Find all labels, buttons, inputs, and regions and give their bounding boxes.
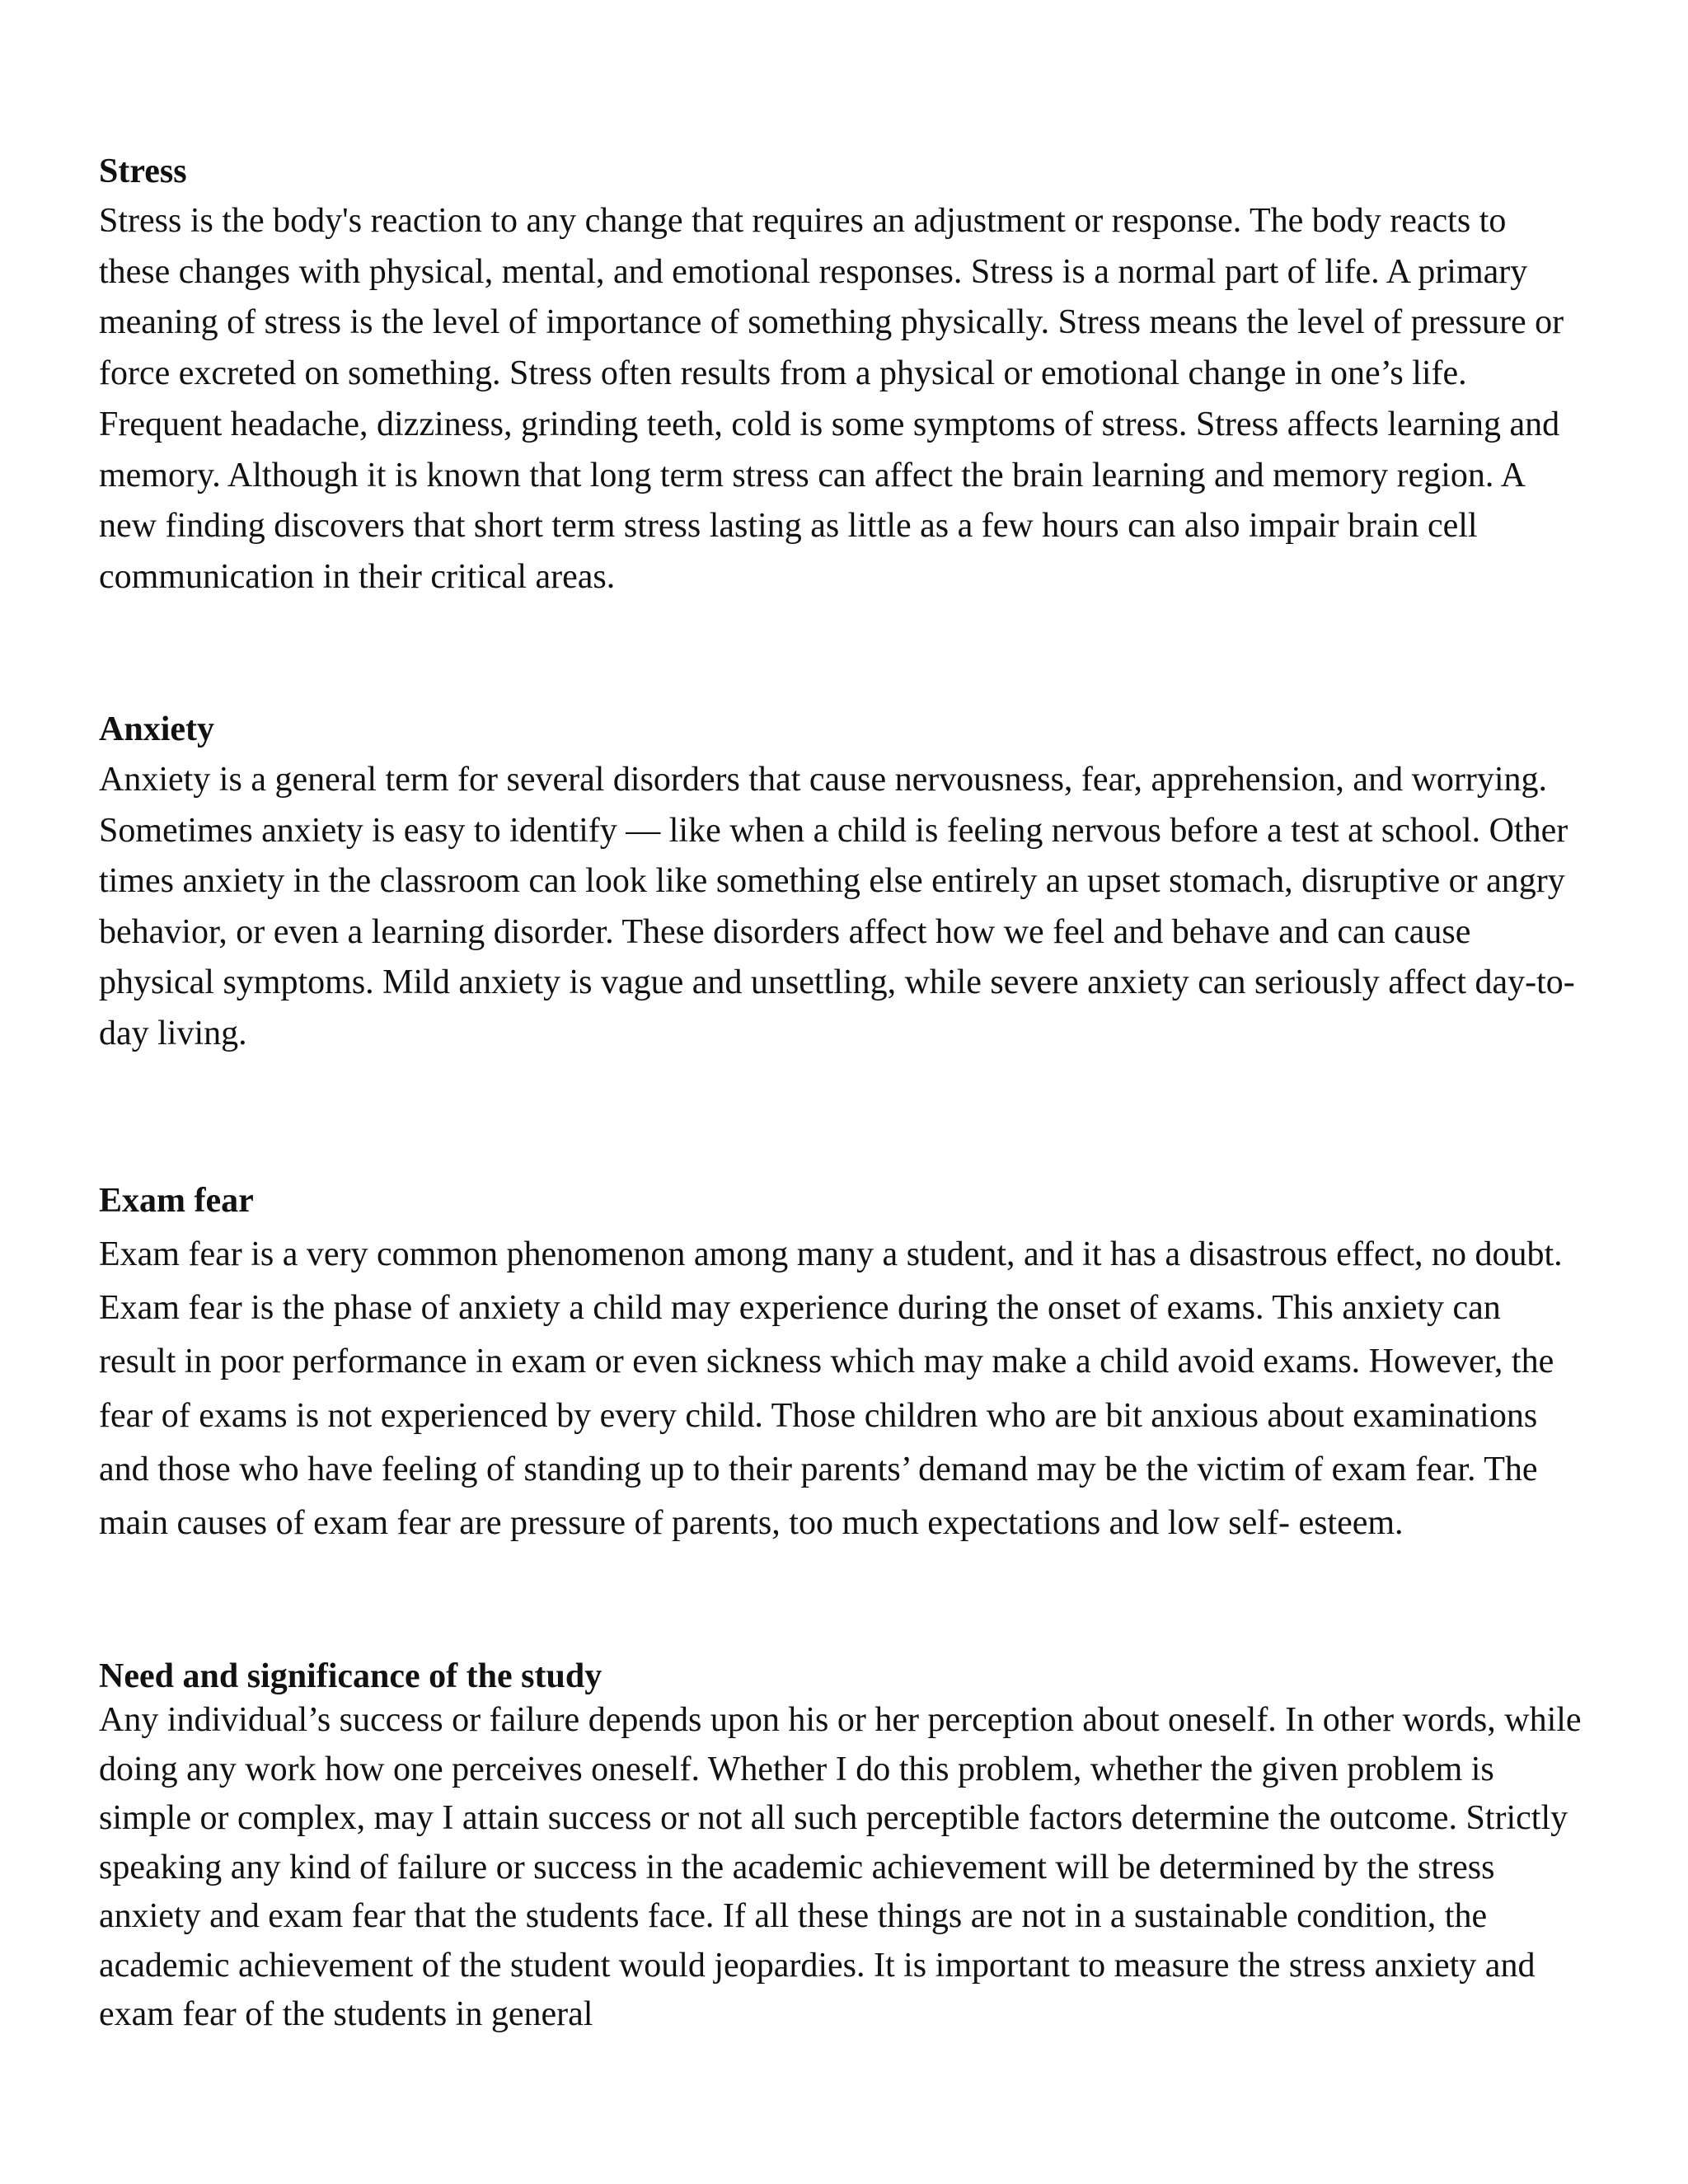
- section-body-stress: Stress is the body's reaction to any change that requires an adjustment or response. The body reacts to these changes with physical, mental, and emotional responses. Stress is a normal part of life. A primary meaning of stress is the level of importance of something physically. Stress means the level of pressure or force excreted on something. Stress often results from a physical or emotional change in one’s life. Frequent headache, dizziness, grinding teeth, cold is some symptoms of stress. Stress affects learning and memory. Although it is known that long term stress can affect the brain learning and memory region. A new finding discovers that short term stress lasting as little as a few hours can also impair brain cell communication in their critical areas.: [99, 202, 1564, 596]
- section-need-and-significance: [99, 1657, 1582, 2040]
- section-stress: [99, 147, 1582, 603]
- section-heading-need-and-significance: Need and significance of the study: [99, 1657, 603, 1695]
- section-body-anxiety: Anxiety is a general term for several disorders that cause nervousness, fear, apprehension, and worrying. Sometimes anxiety is easy to identify — like when a child is feeling nervous before a test at school. Other times anxiety in the classroom can look like something else entirely an upset stomach, disruptive or angry behavior, or even a learning disorder. These disorders affect how we feel and behave and can cause physical symptoms. Mild anxiety is vague and unsettling, while severe anxiety can seriously affect day-to-day living.: [99, 761, 1575, 1052]
- section-heading-anxiety: Anxiety: [99, 710, 214, 748]
- section-body-exam-fear: Exam fear is a very common phenomenon among many a student, and it has a disastrous effect, no doubt. Exam fear is the phase of anxiety a child may experience during the onset of exams. This anxiety can result in poor performance in exam or even sickness which may make a child avoid exams. However, the fear of exams is not experienced by every child. Those children who are bit anxious about examinations and those who have feeling of standing up to their parents’ demand may be the victim of exam fear. The main causes of exam fear are pressure of parents, too much expectations and low self- esteem.: [99, 1235, 1563, 1543]
- section-exam-fear: [99, 1174, 1582, 1550]
- section-body-need-and-significance: Any individual’s success or failure depends upon his or her perception about oneself. In other words, while doing any work how one perceives oneself. Whether I do this problem, whether the given problem is simple or complex, may I attain success or not all such perceptible factors determine the outcome. Strictly speaking any kind of failure or success in the academic achievement will be determined by the stress anxiety and exam fear that the students face. If all these things are not in a sustainable condition, the academic achievement of the student would jeopardies. It is important to measure the stress anxiety and exam fear of the students in general: [99, 1701, 1582, 2033]
- section-anxiety: [99, 704, 1582, 1059]
- section-heading-stress: Stress: [99, 152, 187, 190]
- section-heading-exam-fear: Exam fear: [99, 1182, 254, 1220]
